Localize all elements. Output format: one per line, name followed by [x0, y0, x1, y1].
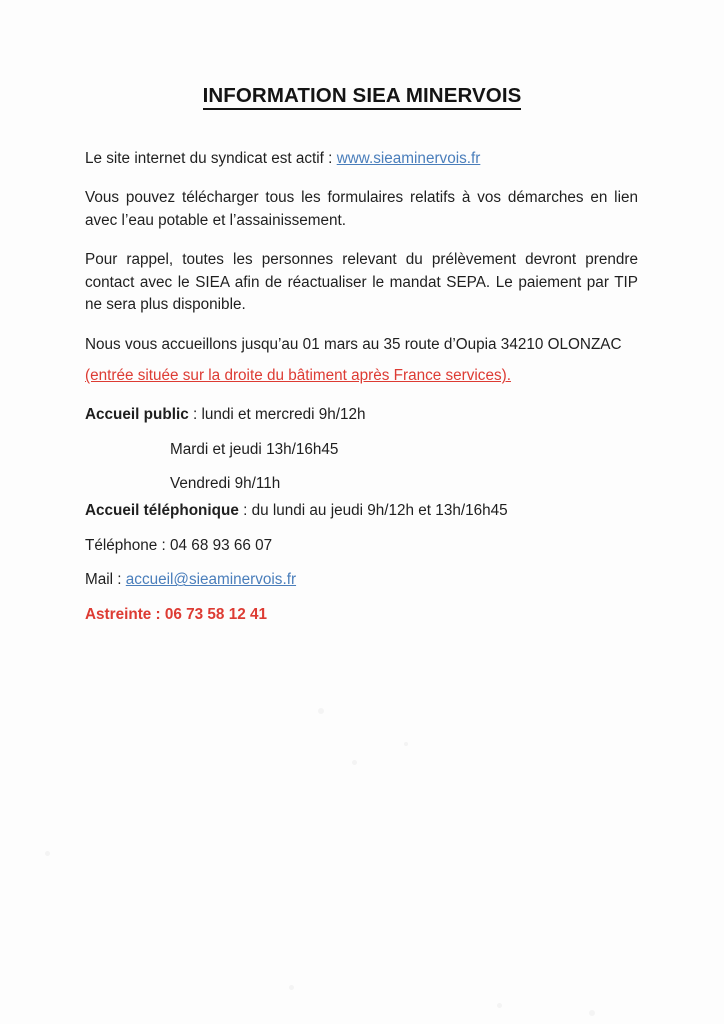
document-body [85, 148, 638, 397]
entrance-note-text: (entrée située sur la droite du bâtiment après France services). [85, 367, 511, 385]
hours-public-value: : lundi et mercredi 9h/12h [188, 406, 366, 423]
phone-hours [85, 501, 638, 522]
website-link[interactable]: www.sieaminervois.fr [336, 150, 481, 167]
mail-label: Mail : [85, 571, 126, 589]
email-link[interactable]: accueil@sieaminervois.fr [125, 571, 297, 589]
phone-hours-value: : du lundi au jeudi 9h/12h et 13h/16h45 [238, 502, 508, 519]
paragraph-download-info: Vous pouvez télécharger tous les formulaires relatifs à vos démarches en lien avec l’eau potable et l’assainissement. [85, 189, 638, 229]
hours-public [85, 405, 638, 426]
page-title-text: INFORMATION SIEA MINERVOIS [203, 84, 522, 110]
phone-number-line: Téléphone : 04 68 93 66 07 [85, 536, 273, 554]
scan-artifact [352, 760, 357, 765]
scan-artifact [318, 708, 324, 714]
paragraph-entrance-note [85, 365, 638, 387]
phone-hours-label: Accueil téléphonique [85, 502, 239, 519]
paragraph-website [85, 148, 638, 170]
scan-artifact [45, 851, 50, 856]
contact-section [85, 501, 638, 640]
website-intro-text: Le site internet du syndicat est actif : [85, 150, 337, 167]
scan-artifact [497, 1003, 502, 1008]
mail-line [85, 570, 638, 591]
astreinte-line: Astreinte : 06 73 58 12 41 [85, 605, 267, 623]
paragraph-reminder: Pour rappel, toutes les personnes relevant du prélèvement devront prendre contact avec le SIEA afin de réactualiser le mandat SEPA. Le paiement par TIP ne sera plus disponible. [85, 251, 638, 314]
opening-hours-section [85, 405, 638, 509]
hours-tuesday-thursday: Mardi et jeudi 13h/16h45 [170, 440, 339, 458]
page-title [0, 84, 724, 108]
paragraph-welcome: Nous vous accueillons jusqu’au 01 mars au 35 route d’Oupia 34210 OLONZAC [85, 335, 622, 353]
scan-artifact [404, 742, 408, 746]
hours-friday: Vendredi 9h/11h [170, 475, 281, 493]
scan-artifact [289, 985, 294, 990]
hours-public-label: Accueil public [85, 406, 189, 423]
scan-artifact [589, 1010, 595, 1016]
